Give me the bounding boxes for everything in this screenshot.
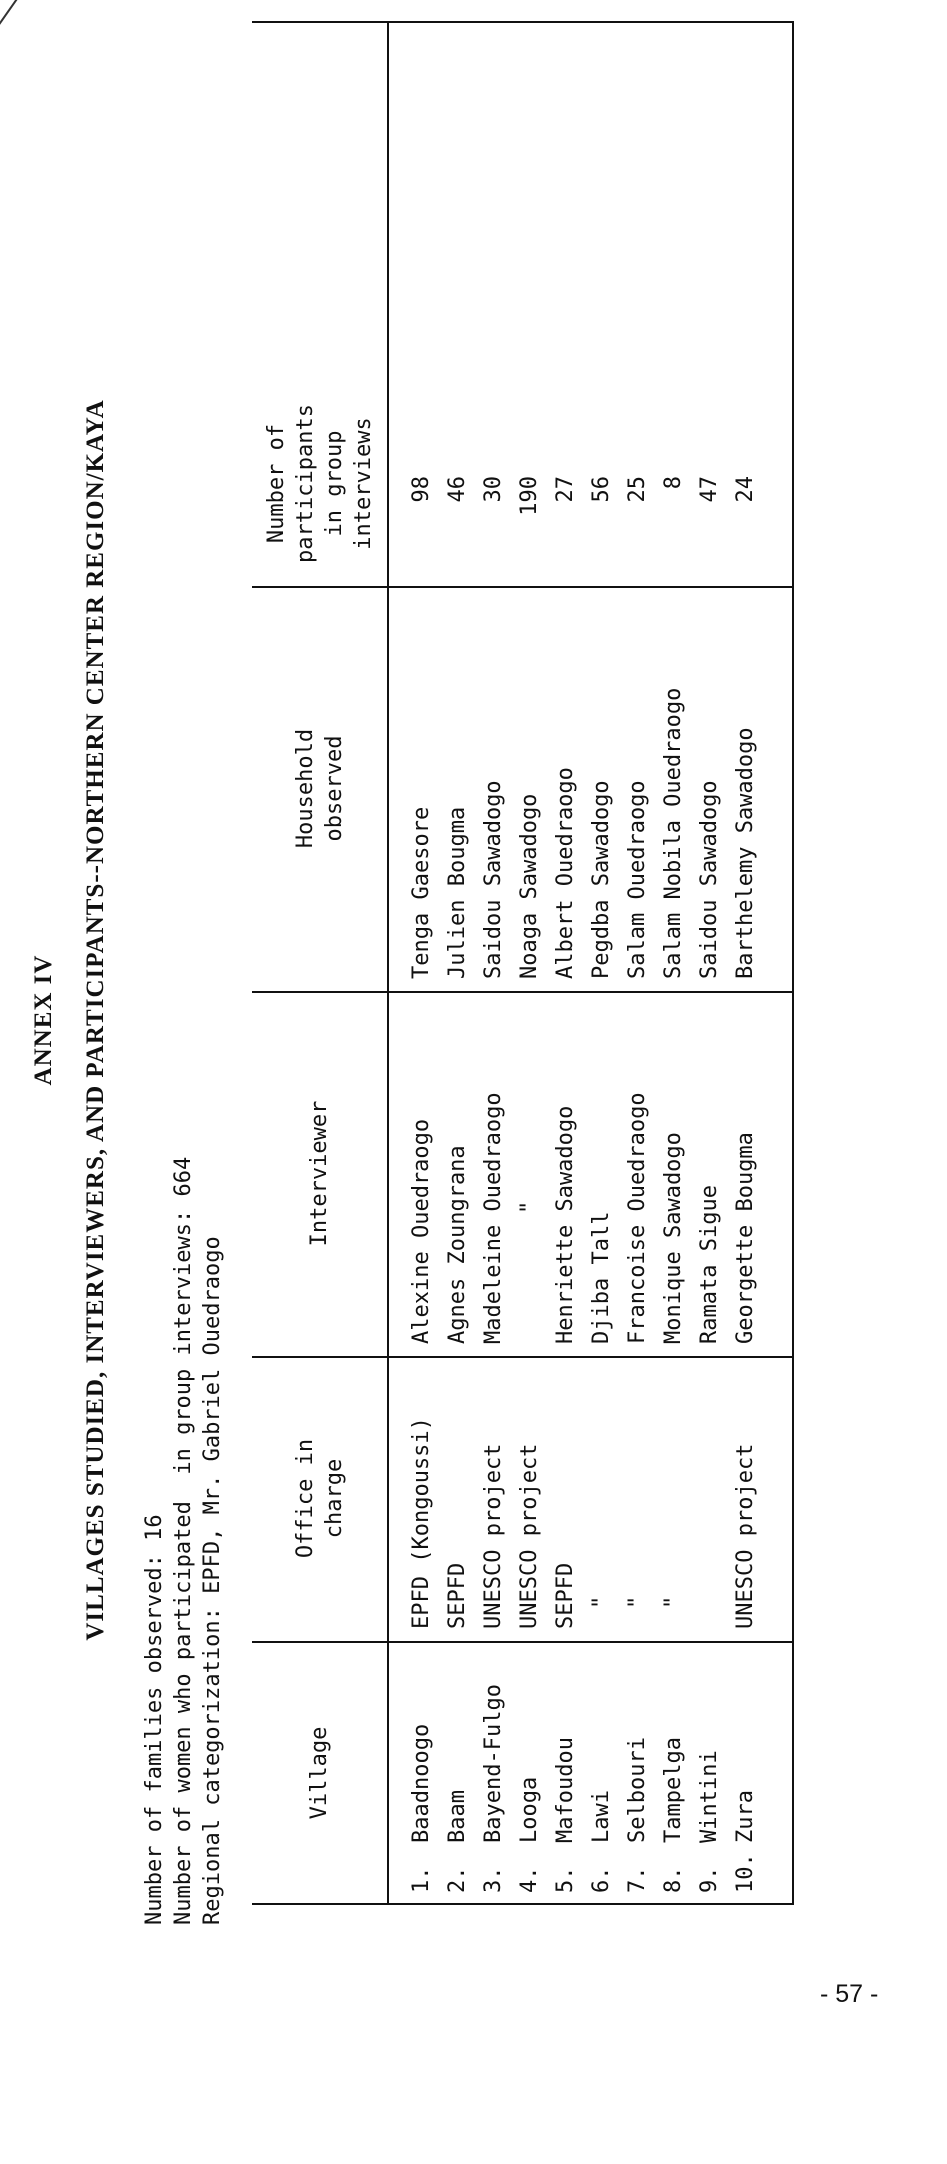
table-row: 27	[553, 476, 578, 503]
annex-title: ANNEX IV	[30, 954, 57, 1086]
table-row: UNESCO project	[517, 1443, 542, 1629]
meta-region: Regional categorization: EPFD, Mr. Gabriel Ouedraogo	[200, 1236, 225, 1925]
table-row: "	[589, 1595, 614, 1609]
table-row: 25	[625, 476, 650, 503]
table-row: 30	[481, 476, 506, 503]
table-row: 3.Bayend-Fulgo	[481, 1684, 506, 1893]
table-row: 9.Wintini	[697, 1750, 722, 1893]
table-row: Salam Nobila Ouedraogo	[661, 687, 686, 979]
office-cells	[404, 1417, 764, 1629]
col-interviewer	[252, 991, 792, 1358]
table-row: 4.Looga	[517, 1776, 542, 1893]
meta-block	[140, 1157, 227, 1925]
table-row: Julien Bougma	[445, 806, 470, 979]
col-household	[252, 586, 792, 993]
header-office: Office in charge	[292, 1438, 347, 1559]
table-row: Agnes Zoungrana	[445, 1145, 470, 1344]
table-row: 2.Baam	[445, 1790, 470, 1893]
table-row: Ramata Sigue	[697, 1185, 722, 1344]
table-row: "	[625, 1595, 650, 1609]
table-row: Barthelemy Sawadogo	[733, 727, 758, 979]
table-row: EPFD (Kongoussi)	[409, 1417, 434, 1629]
header-participants: Number of participants in group interviews	[263, 404, 376, 563]
table-row: "	[517, 1200, 542, 1214]
table-row: Madeleine Ouedraogo	[481, 1092, 506, 1344]
header-village: Village	[307, 1726, 332, 1820]
table-row: Georgette Bougma	[733, 1132, 758, 1344]
table-row: 24	[733, 476, 758, 503]
table-row: Salam Ouedraogo	[625, 780, 650, 979]
table-row: Tenga Gaesore	[409, 806, 434, 979]
table-row: 56	[589, 476, 614, 503]
table-row: 6.Lawi	[589, 1790, 614, 1893]
table-row: 8	[661, 476, 686, 490]
table-row: SEPFD	[445, 1562, 470, 1629]
meta-families: Number of families observed: 16	[142, 1514, 167, 1925]
table-row: Saidou Sawadogo	[481, 780, 506, 979]
table-row: 47	[697, 476, 722, 503]
table-row: Francoise Ouedraogo	[625, 1092, 650, 1344]
table-row: 7.Selbouri	[625, 1737, 650, 1893]
rotated-page	[30, 20, 910, 2020]
table-row: Pegdba Sawadogo	[589, 780, 614, 979]
header-interviewer: Interviewer	[307, 1100, 332, 1247]
meta-women: Number of women who participated in group interviews: 664	[171, 1156, 196, 1925]
village-cells	[404, 1684, 764, 1893]
table-row: Alexine Ouedraogo	[409, 1118, 434, 1344]
table-row: SEPFD	[553, 1562, 578, 1629]
participants-table	[252, 21, 794, 1905]
table-row: Monique Sawadogo	[661, 1132, 686, 1344]
participants-cells	[404, 476, 764, 586]
table-row: 190	[517, 476, 542, 516]
table-row: Saidou Sawadogo	[697, 780, 722, 979]
table-row: 46	[445, 476, 470, 503]
table-row: 8.Tampelga	[661, 1737, 686, 1893]
table-row: "	[661, 1595, 686, 1609]
table-row: 5.Mafoudou	[553, 1737, 578, 1893]
corner-mark	[0, 0, 24, 102]
table-row: Djiba Tall	[589, 1211, 614, 1344]
page-number: - 57 -	[820, 1980, 879, 2008]
table-row: UNESCO project	[481, 1443, 506, 1629]
col-participants	[252, 381, 792, 588]
table-row: UNESCO project	[733, 1443, 758, 1629]
table-row: 10.Zura	[733, 1790, 758, 1893]
table-row: Albert Ouedraogo	[553, 767, 578, 979]
header-household: Household observed	[292, 728, 347, 849]
col-village	[252, 1643, 792, 1903]
table-row	[692, 1417, 728, 1629]
col-office	[252, 1356, 792, 1643]
household-cells	[404, 688, 764, 979]
table-row: Henriette Sawadogo	[553, 1105, 578, 1344]
table-heading: VILLAGES STUDIED, INTERVIEWERS, AND PARTICIPANTS--NORTHERN CENTER REGION/KAYA	[82, 399, 109, 1641]
interviewer-cells	[404, 1092, 764, 1344]
table-row: 98	[409, 476, 434, 503]
table-row: Noaga Sawadogo	[517, 793, 542, 979]
table-row: 1.Baadnoogo	[409, 1723, 434, 1893]
